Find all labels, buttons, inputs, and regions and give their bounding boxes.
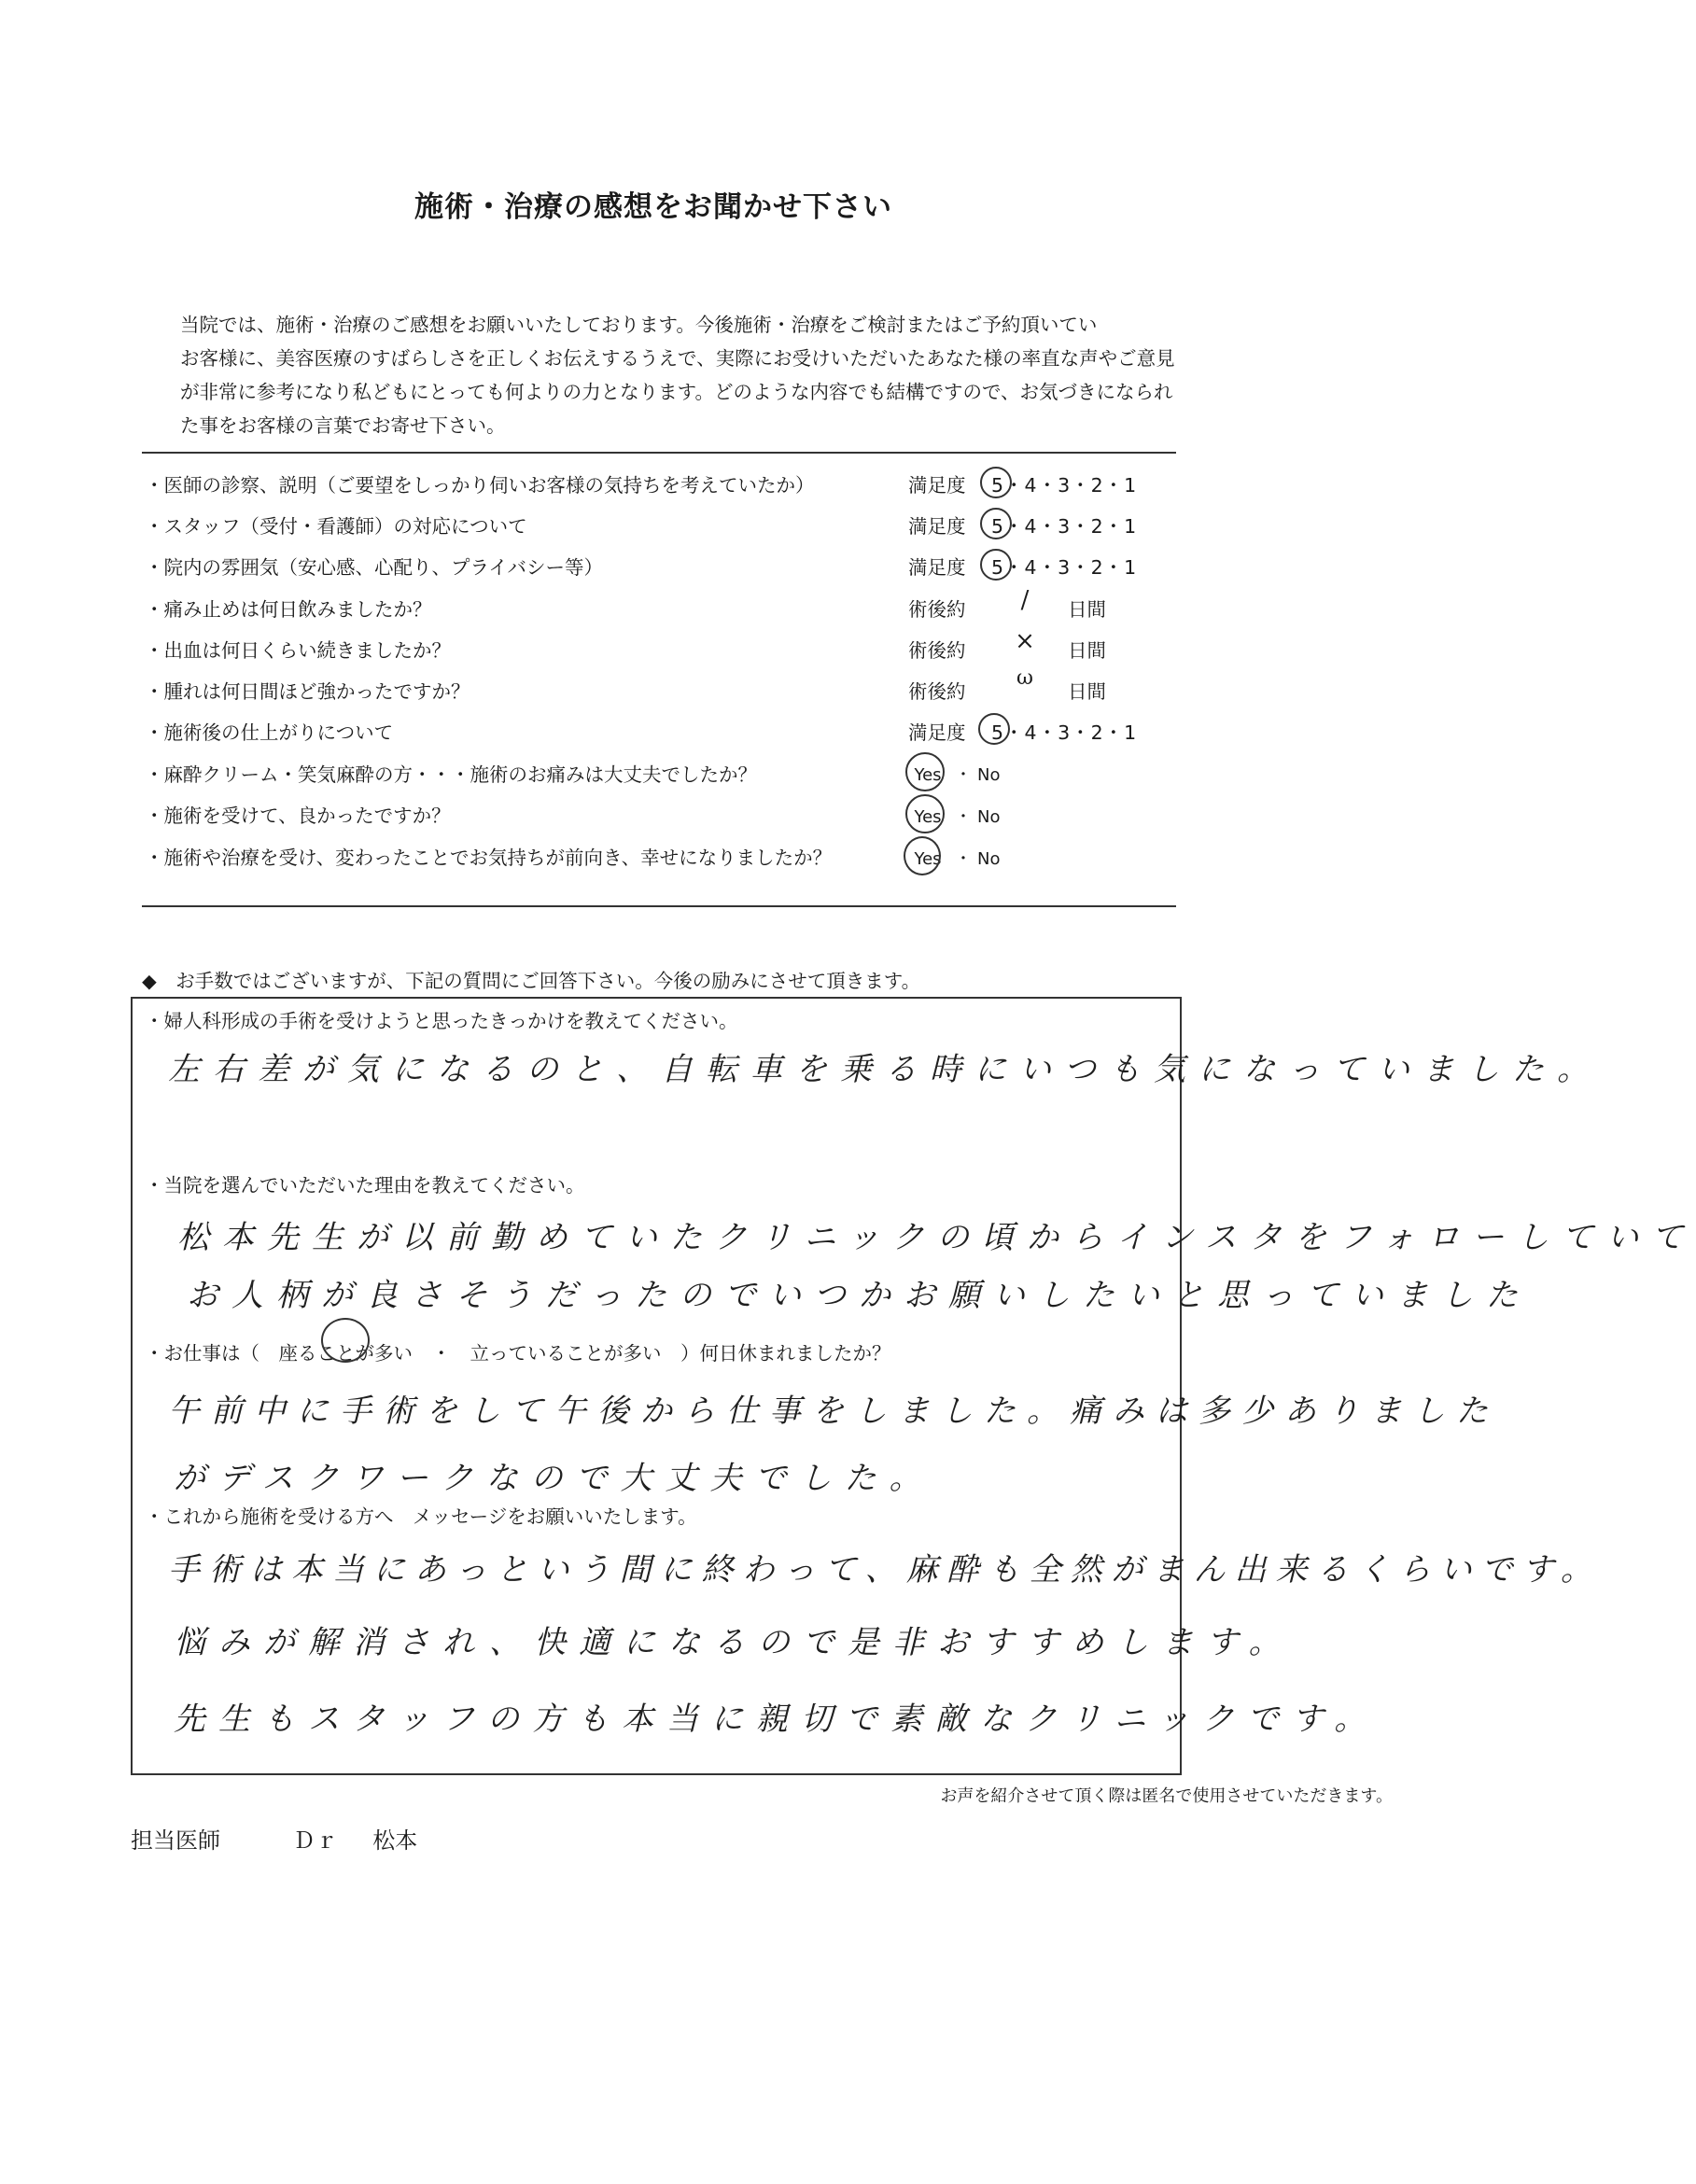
question-kind: 満足度: [908, 474, 966, 497]
question-kind: 術後約: [908, 680, 966, 703]
publish-note: お声を紹介させて頂く際は匿名で使用させていただきます。: [940, 1786, 1393, 1806]
days-handwritten[interactable]: ω: [1016, 666, 1033, 690]
rating-circle-mark: [980, 508, 1012, 539]
divider-bottom: [142, 905, 1176, 907]
days-handwritten[interactable]: /: [1020, 586, 1030, 614]
rating-scale[interactable]: 5・4・3・2・1: [991, 721, 1138, 744]
rating-circle-mark: [980, 549, 1012, 581]
yes-circle-mark: [904, 836, 941, 875]
question-kind: 術後約: [908, 639, 966, 662]
handwritten-answer[interactable]: 松本先生が以前勤めていたクリニックの頃からインスタをフォローしていて: [177, 1219, 1696, 1256]
choice-circle-mark: [321, 1318, 370, 1363]
days-unit: 日間: [1068, 598, 1106, 621]
handwritten-answer[interactable]: 手術は本当にあっという間に終わって、麻酔も全然がまん出来るくらいです。: [168, 1551, 1602, 1589]
handwritten-answer[interactable]: お人柄が良さそうだったのでいつかお願いしたいと思っていました: [187, 1277, 1531, 1314]
intro-line: た事をお客様の言葉でお寄せ下さい。: [180, 414, 506, 437]
intro-line: 当院では、施術・治療のご感想をお願いいたしております。今後施術・治療をご検討またはご予約頂いてい: [180, 314, 1098, 336]
rating-scale[interactable]: 5・4・3・2・1: [991, 515, 1138, 538]
doctor-name: 松本: [372, 1827, 418, 1854]
intro-line: が非常に参考になり私どもにとっても何よりの力となります。どのような内容でも結構ですので、お気づきになられ: [180, 381, 1173, 403]
rating-circle-mark: [978, 713, 1010, 745]
handwritten-answer[interactable]: 左右差が気になるのと、自転車を乗る時にいつも気になっていました。: [168, 1051, 1602, 1088]
intro-line: お客様に、美容医療のすばらしさを正しくお伝えするうえで、実際にお受けいただいたあなた様の率直な声やご意見: [180, 347, 1175, 370]
yes-circle-mark: [905, 794, 945, 833]
handwritten-answer[interactable]: がデスクワークなので大丈夫でした。: [174, 1460, 934, 1497]
question-label: ・スタッフ（受付・看護師）の対応について: [145, 515, 527, 538]
question-label: ・医師の診察、説明（ご要望をしっかり伺いお客様の気持ちを考えていたか）: [145, 474, 815, 497]
question-kind: 満足度: [908, 556, 966, 579]
no-option[interactable]: No: [977, 849, 1001, 869]
intro-text: [180, 308, 1179, 442]
days-handwritten[interactable]: ×: [1015, 627, 1035, 655]
question-kind: 満足度: [908, 721, 966, 744]
free-question-label: ・当院を選んでいただいた理由を教えてください。: [145, 1174, 585, 1197]
no-option[interactable]: No: [977, 765, 1001, 785]
divider-top: [142, 452, 1176, 454]
question-label: ・麻酔クリーム・笑気麻酔の方・・・施術のお痛みは大丈夫でしたか？: [145, 763, 757, 786]
yes-option[interactable]: Yes: [914, 807, 942, 827]
handwritten-answer[interactable]: 午前中に手術をして午後から仕事をしました。痛みは多少ありました: [168, 1393, 1499, 1430]
rating-circle-mark: [980, 467, 1012, 498]
separator: ・: [955, 849, 972, 869]
separator: ・: [955, 807, 972, 827]
question-kind: 術後約: [908, 598, 966, 621]
question-kind: 満足度: [908, 515, 966, 538]
yes-option[interactable]: Yes: [914, 849, 942, 869]
doctor-line: [131, 1822, 417, 1855]
question-label: ・出血は何日くらい続きましたか？: [145, 639, 451, 662]
no-option[interactable]: No: [977, 807, 1001, 827]
yes-option[interactable]: Yes: [914, 765, 942, 785]
question-label: ・施術後の仕上がりについて: [145, 721, 394, 744]
days-unit: 日間: [1068, 639, 1106, 662]
page-title: 施術・治療の感想をお聞かせ下さい: [414, 190, 892, 224]
question-label: ・痛み止めは何日飲みましたか？: [145, 598, 432, 621]
handwritten-answer[interactable]: 先生もスタッフの方も本当に親切で素敵なクリニックです。: [174, 1701, 1380, 1738]
doctor-label: 担当医師: [131, 1827, 220, 1854]
free-question-label: ・婦人科形成の手術を受けようと思ったきっかけを教えてください。: [145, 1010, 738, 1032]
rating-scale[interactable]: 5・4・3・2・1: [991, 556, 1138, 579]
free-question-label: ・これから施術を受ける方へ メッセージをお願いいたします。: [145, 1505, 697, 1528]
question-label: ・腫れは何日間ほど強かったですか？: [145, 680, 470, 703]
separator: ・: [955, 765, 972, 785]
doctor-title: Ｄｒ: [292, 1827, 338, 1854]
question-label: ・施術を受けて、良かったですか？: [145, 805, 451, 827]
handwritten-answer[interactable]: 悩みが解消され、快適になるので是非おすすめします。: [174, 1624, 1294, 1661]
days-unit: 日間: [1068, 680, 1106, 703]
question-label: ・院内の雰囲気（安心感、心配り、プライバシー等）: [145, 556, 603, 579]
rating-scale[interactable]: 5・4・3・2・1: [991, 474, 1138, 497]
free-section-header: ◆ お手数ではございますが、下記の質問にご回答下さい。今後の励みにさせて頂きます。: [142, 970, 921, 992]
free-question-label: ・お仕事は（ 座ることが多い ・ 立っていることが多い ）何日休まれましたか？: [145, 1342, 891, 1365]
question-label: ・施術や治療を受け、変わったことでお気持ちが前向き、幸せになりましたか？: [145, 847, 833, 869]
yes-circle-mark: [905, 752, 945, 791]
